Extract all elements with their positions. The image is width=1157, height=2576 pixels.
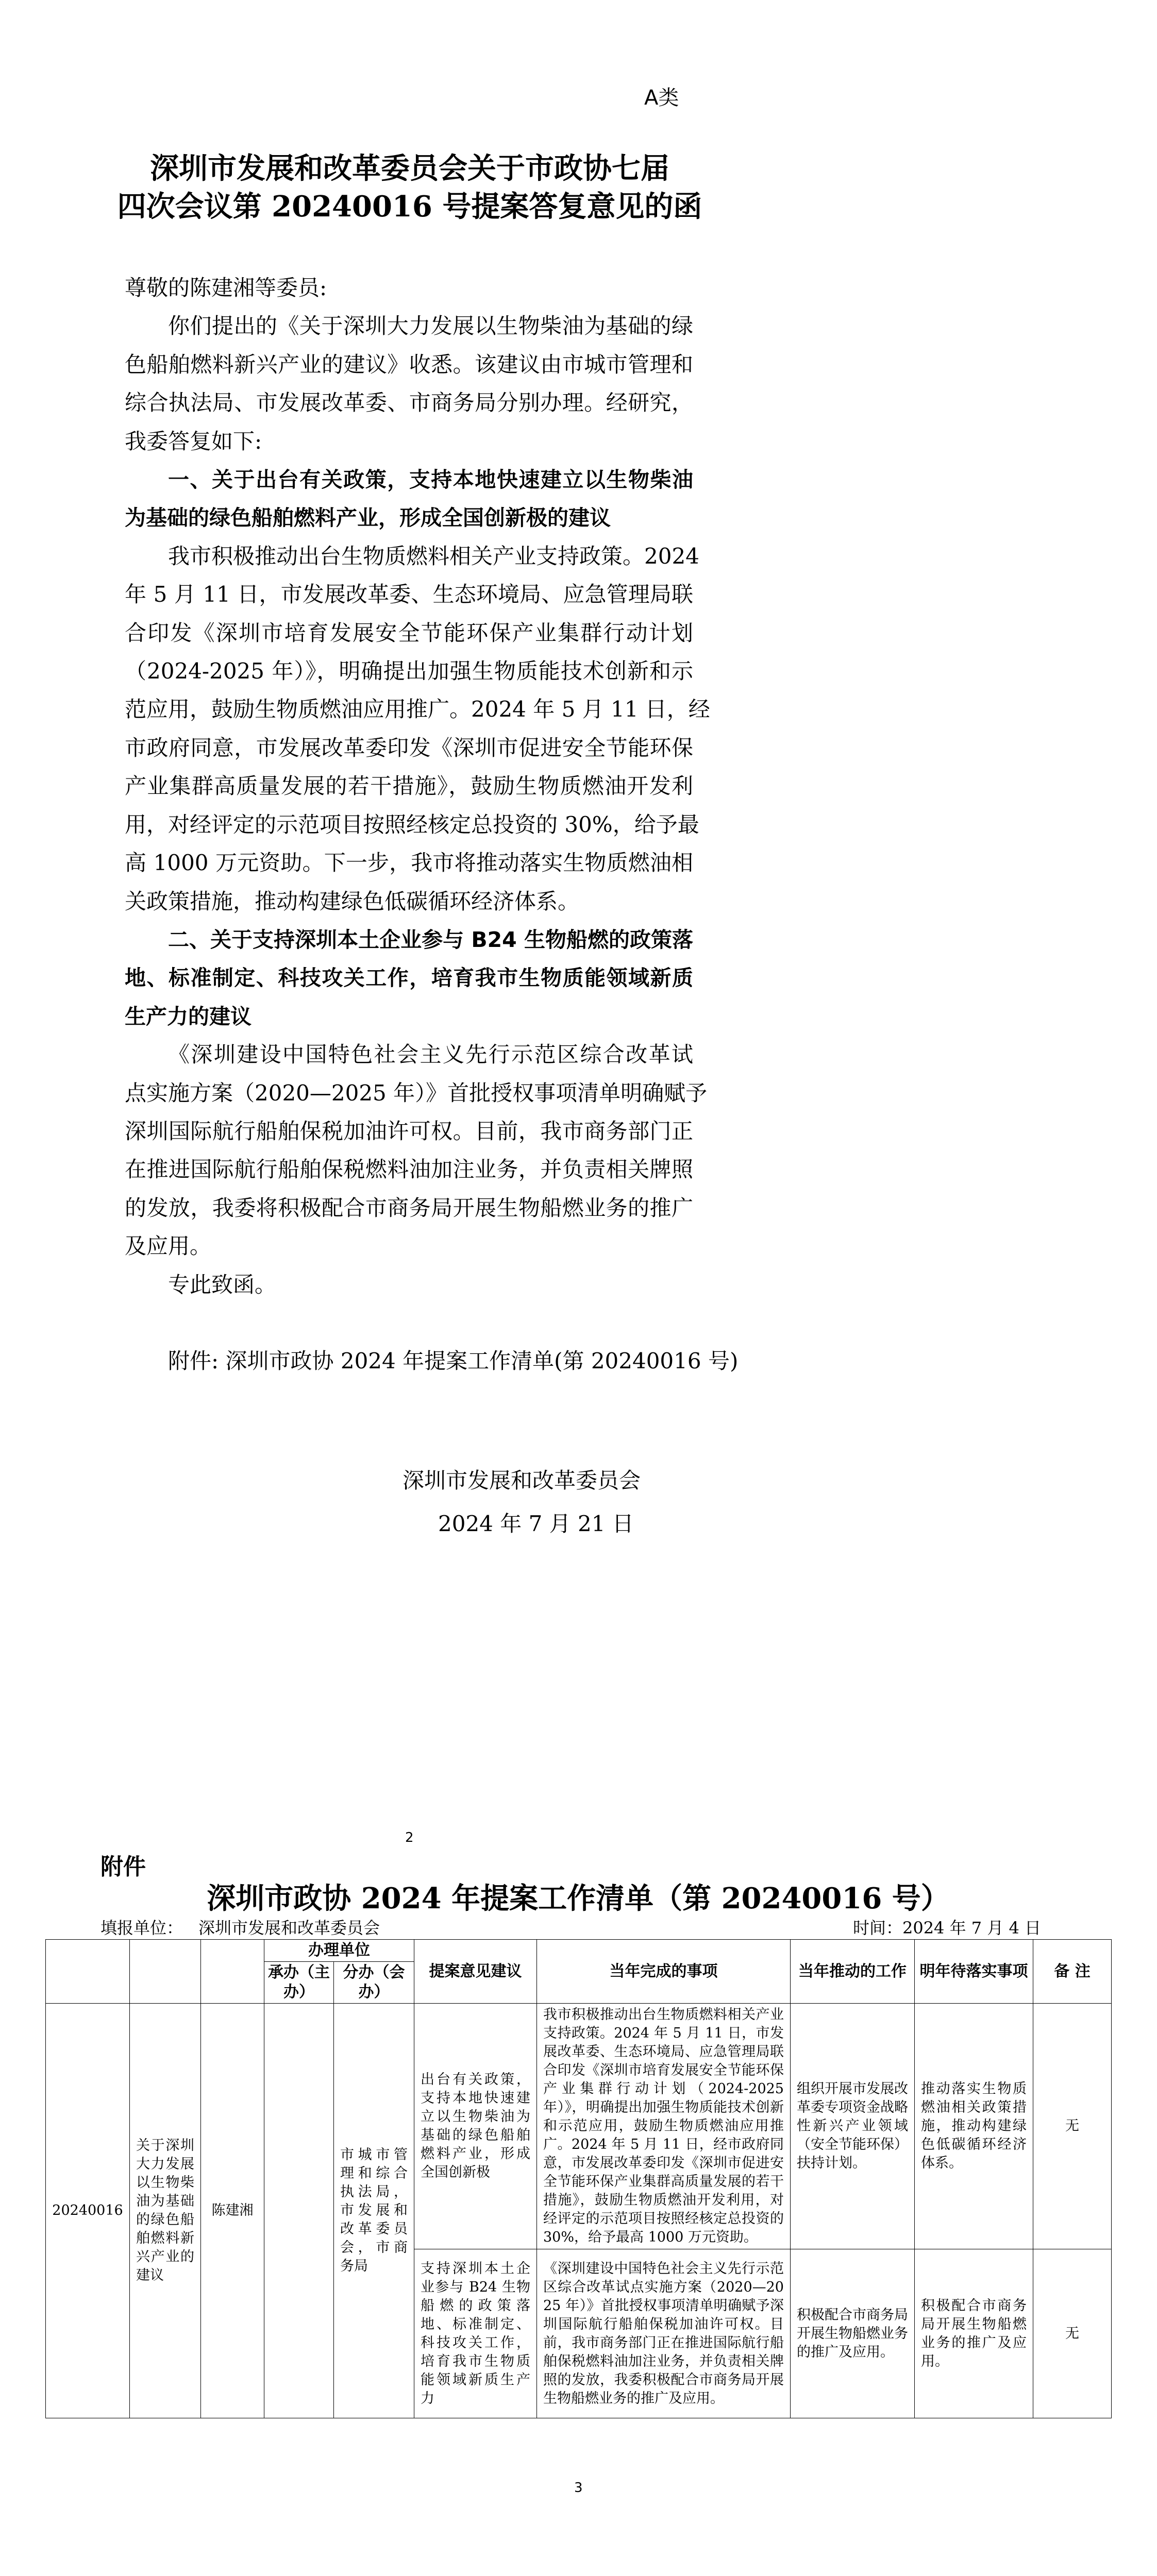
paragraph-line: 范应用，鼓励生物质燃油应用推广。2024 年 5 月 11 日，经 xyxy=(125,697,710,722)
header-remark: 备 注 xyxy=(1033,1940,1112,2004)
letter-body xyxy=(125,269,739,1381)
attachment-page xyxy=(0,1854,1157,2501)
header-suggestion: 提案意见建议 xyxy=(414,1940,537,2004)
attachment-label: 附件 xyxy=(100,1854,146,1880)
suggestion: 支持深圳本土企业参与 B24 生物船燃的政策落地、标准制定、科技攻关工作，培育我市生物质能领域新质生产力 xyxy=(414,2249,537,2418)
paragraph-line: 关政策措施，推动构建绿色低碳循环经济体系。 xyxy=(125,888,580,914)
paragraph-line: 尊敬的陈建湘等委员: xyxy=(125,275,327,300)
paragraph-line: 合印发《深圳市培育发展安全节能环保产业集群行动计划 xyxy=(125,620,693,646)
paragraph-line: 及应用。 xyxy=(125,1233,212,1259)
attachment-title: 深圳市政协 2024 年提案工作清单（第 20240016 号） xyxy=(207,1882,950,1916)
suggestion: 出台有关政策，支持本地快速建立以生物柴油为基础的绿色船舶燃料产业，形成全国创新极 xyxy=(414,2004,537,2249)
paragraph-line: 专此致函。 xyxy=(168,1272,277,1297)
header-proposal-no xyxy=(46,1940,130,2004)
fill-info-row xyxy=(100,1917,1041,1939)
blank-line xyxy=(125,1304,693,1342)
paragraph-line: 市政府同意，市发展改革委印发《深圳市促进安全节能环保 xyxy=(125,735,693,760)
next-year-items: 积极配合市商务局开展生物船燃业务的推广及应用。 xyxy=(915,2249,1033,2418)
done-items: 我市积极推动出台生物质燃料相关产业支持政策。2024 年 5 月 11 日，市发展改革委、生态环境局、应急管理局联合印发《深圳市培育发展安全节能环保产业集群行动计划（2024-2025 年）》，明确提出加强生物质能技术创新和示范应用，鼓励生物质燃油应用推广。2024 年 5 月 11 日，经市政府同意，市发展改革委印发《深圳市促进安全节能环保产业集群高质量发展的若干措施》，鼓励生物质燃油开发利用，对经评定的示范项目按照经核定总投资的 30%，给予最高 1000 万元资助。 xyxy=(537,2004,791,2249)
fill-time: 时间：2024 年 7 月 4 日 xyxy=(852,1918,1041,1938)
category-label: A类 xyxy=(644,86,679,110)
proposal-title: 关于深圳大力发展以生物柴油为基础的绿色船舶燃料新兴产业的建议 xyxy=(130,2004,201,2418)
signature-org: 深圳市发展和改革委员会 xyxy=(403,1468,641,1493)
fill-unit-value: 深圳市发展和改革委员会 xyxy=(198,1918,380,1938)
fill-unit-label: 填报单位： xyxy=(100,1918,183,1938)
paragraph-line: 在推进国际航行船舶保税燃料油加注业务，并负责相关牌照 xyxy=(125,1157,693,1182)
header-next-year: 明年待落实事项 xyxy=(915,1940,1033,2004)
page-number: 3 xyxy=(574,2480,583,2496)
header-proposal-title xyxy=(130,1940,201,2004)
proposer: 陈建湘 xyxy=(201,2004,264,2418)
co-units: 市城市管理和综合执法局，市发展和改革委员会，市商务局 xyxy=(334,2004,414,2418)
title-line: 深圳市发展和改革委员会关于市政协七届 xyxy=(150,151,669,185)
header-co-unit: 分办（会办） xyxy=(334,1962,414,2004)
paragraph-line: 我委答复如下: xyxy=(125,428,262,454)
paragraph-line: 用，对经评定的示范项目按照经核定总投资的 30%，给予最 xyxy=(125,811,699,837)
paragraph-line: （2024-2025 年）》，明确提出加强生物质能技术创新和示 xyxy=(125,658,693,684)
title-line: 四次会议第 20240016 号提案答复意见的函 xyxy=(117,190,702,224)
section-heading-line: 为基础的绿色船舶燃料产业，形成全国创新极的建议 xyxy=(125,505,611,531)
pushed-work: 积极配合市商务局开展生物船燃业务的推广及应用。 xyxy=(791,2249,915,2418)
section-heading-line: 一、关于出台有关政策，支持本地快速建立以生物柴油 xyxy=(168,467,693,493)
proposal-no: 20240016 xyxy=(46,2004,130,2418)
paragraph-line: 的发放，我委将积极配合市商务局开展生物船燃业务的推广 xyxy=(125,1195,693,1221)
paragraph-line: 附件: 深圳市政协 2024 年提案工作清单(第 20240016 号) xyxy=(168,1348,739,1374)
table-row xyxy=(46,2004,1112,2249)
section-heading-line: 生产力的建议 xyxy=(125,1004,251,1029)
header-pushed: 当年推动的工作 xyxy=(791,1940,915,2004)
paragraph-line: 深圳国际航行船舶保税加油许可权。目前，我市商务部门正 xyxy=(125,1118,693,1144)
paragraph-line: 我市积极推动出台生物质燃料相关产业支持政策。2024 xyxy=(168,543,699,569)
paragraph-line: 年 5 月 11 日，市发展改革委、生态环境局、应急管理局联 xyxy=(125,582,693,607)
signature-date: 2024 年 7 月 21 日 xyxy=(438,1511,634,1536)
paragraph-line: 色船舶燃料新兴产业的建议》收悉。该建议由市城市管理和 xyxy=(125,351,693,377)
letter-title xyxy=(98,149,722,226)
remark: 无 xyxy=(1033,2249,1112,2418)
paragraph-line: 综合执法局、市发展改革委、市商务局分别办理。经研究， xyxy=(125,390,693,416)
header-done: 当年完成的事项 xyxy=(537,1940,791,2004)
main-unit xyxy=(264,2004,334,2418)
header-proposer xyxy=(201,1940,264,2004)
header-handling-unit: 办理单位 xyxy=(264,1940,414,1962)
header-main-unit: 承办（主办） xyxy=(264,1962,334,2004)
paragraph-line: 点实施方案（2020—2025 年）》首批授权事项清单明确赋予 xyxy=(125,1080,708,1106)
signature-block xyxy=(403,1459,641,1546)
next-year-items: 推动落实生物质燃油相关政策措施，推动构建绿色低碳循环经济体系。 xyxy=(915,2004,1033,2249)
paragraph-line: 产业集群高质量发展的若干措施》，鼓励生物质燃油开发利 xyxy=(125,773,693,799)
section-heading-line: 二、关于支持深圳本土企业参与 B24 生物船燃的政策落 xyxy=(168,927,693,952)
section-heading-line: 地、标准制定、科技攻关工作，培育我市生物质能领域新质 xyxy=(125,965,693,991)
fill-unit xyxy=(100,1917,380,1939)
remark: 无 xyxy=(1033,2004,1112,2249)
paragraph-line: 《深圳建设中国特色社会主义先行示范区综合改革试 xyxy=(168,1042,693,1067)
paragraph-line: 高 1000 万元资助。下一步，我市将推动落实生物质燃油相 xyxy=(125,850,693,876)
page-number: 2 xyxy=(405,1830,414,1845)
paragraph-line: 你们提出的《关于深圳大力发展以生物柴油为基础的绿 xyxy=(168,313,693,339)
proposal-work-table xyxy=(45,1939,1112,2418)
done-items: 《深圳建设中国特色社会主义先行示范区综合改革试点实施方案（2020—2025 年）》首批授权事项清单明确赋予深圳国际航行船舶保税加油许可权。目前，我市商务部门正在推进国际航行船舶保税燃料油加注业务，并负责相关牌照的发放，我委积极配合市商务局开展生物船燃业务的推广及应用。 xyxy=(537,2249,791,2418)
pushed-work: 组织开展市发展改革委专项资金战略性新兴产业领域（安全节能环保）扶持计划。 xyxy=(791,2004,915,2249)
